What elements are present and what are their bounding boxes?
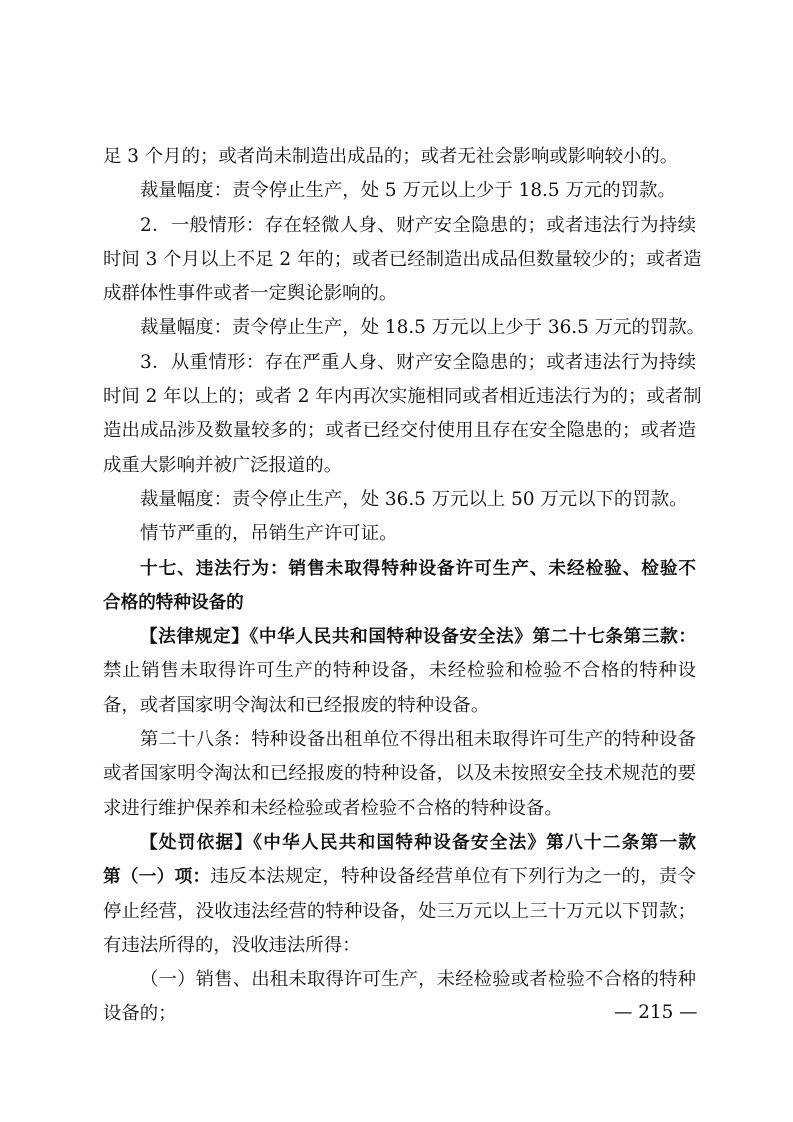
text-line: 3．从重情形：存在严重人身、财产安全隐患的；或者违法行为持续	[140, 351, 696, 373]
text-line: 第（一）项：违反本法规定，特种设备经营单位有下列行为之一的，责令	[103, 866, 696, 888]
text-line: 造出成品涉及数量较多的；或者已经交付使用且存在安全隐患的；或者造	[103, 420, 696, 442]
page-number: — 215 —	[614, 1002, 698, 1023]
text-line: 求进行维护保养和未经检验或者检验不合格的特种设备。	[103, 797, 563, 819]
text-line: 停止经营，没收违法经营的特种设备，处三万元以上三十万元以下罚款；	[103, 900, 696, 922]
bold-run: 【处罚依据】《中华人民共和国特种设备安全法》第八十二条第一款	[140, 832, 696, 853]
text-line: 禁止销售未取得许可生产的特种设备，未经检验和检验不合格的特种设	[103, 660, 696, 682]
text-line: 情节严重的，吊销生产许可证。	[140, 523, 398, 545]
text-line: 成重大影响并被广泛报道的。	[103, 454, 343, 476]
text-line: 时间 2 年以上的；或者 2 年内再次实施相同或者相近违法行为的；或者制	[103, 386, 702, 408]
bold-run: 第（一）项：	[103, 867, 211, 888]
text-line: 裁量幅度：责令停止生产，处 5 万元以上少于 18.5 万元的罚款。	[140, 180, 676, 202]
document-body	[103, 140, 706, 1032]
text-line: 时间 3 个月以上不足 2 年的；或者已经制造出成品但数量较少的；或者造	[103, 248, 702, 270]
text-line: 设备的；	[103, 1003, 177, 1025]
text-line: （一）销售、出租未取得许可生产，未经检验或者检验不合格的特种	[140, 969, 696, 991]
text-line	[103, 620, 696, 654]
text-line: 裁量幅度：责令停止生产，处 36.5 万元以上 50 万元以下的罚款。	[140, 488, 688, 510]
section-heading: 合格的特种设备的	[103, 592, 244, 613]
text-line: 成群体性事件或者一定舆论影响的。	[103, 283, 398, 305]
text-line: 足 3 个月的；或者尚未制造出成品的；或者无社会影响或影响较小的。	[103, 146, 679, 167]
section-heading: 十七、违法行为：销售未取得特种设备许可生产、未经检验、检验不	[140, 558, 696, 579]
text-line: 备，或者国家明令淘汰和已经报废的特种设备。	[103, 694, 490, 716]
text-line	[103, 826, 696, 860]
bold-run: 【法律规定】《中华人民共和国特种设备安全法》第二十七条第三款：	[140, 627, 696, 648]
text-line: 裁量幅度：责令停止生产，处 18.5 万元以上少于 36.5 万元的罚款。	[140, 317, 706, 339]
text-line: 有违法所得的，没收违法所得：	[103, 934, 361, 956]
text-line: 或者国家明令淘汰和已经报废的特种设备，以及未按照安全技术规范的要	[103, 763, 696, 785]
text-line: 2．一般情形：存在轻微人身、财产安全隐患的；或者违法行为持续	[140, 214, 696, 236]
text-line: 第二十八条：特种设备出租单位不得出租未取得许可生产的特种设备	[140, 729, 696, 751]
